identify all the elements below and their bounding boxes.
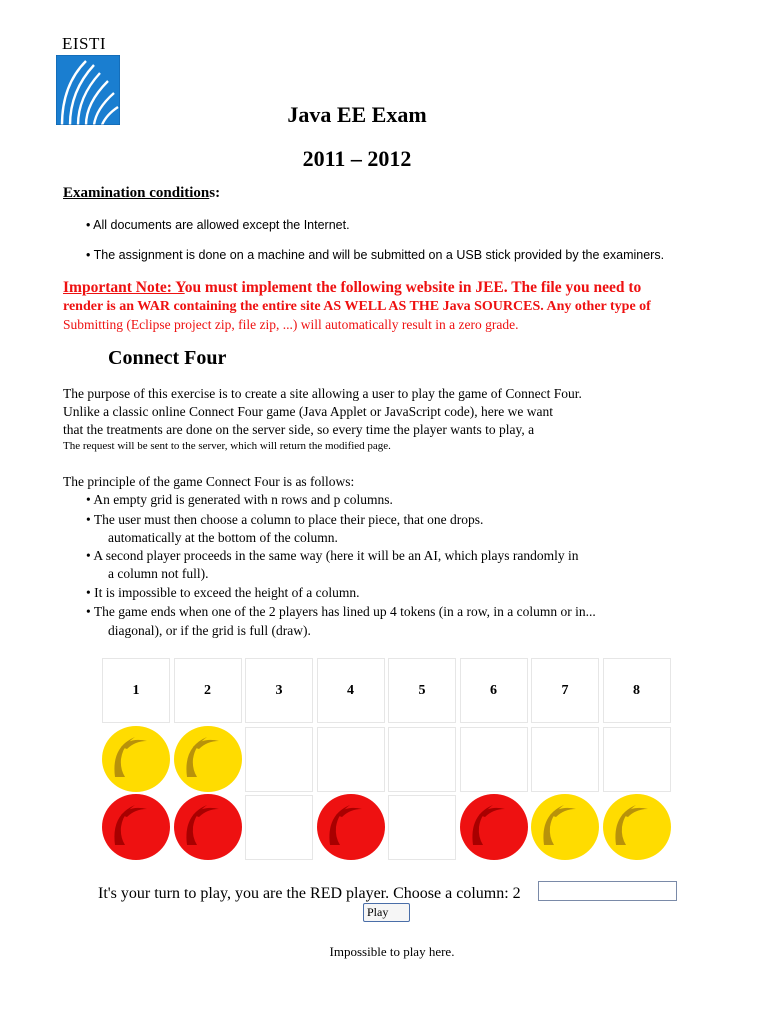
- column-header-6[interactable]: 6: [460, 658, 528, 723]
- column-header-4[interactable]: 4: [317, 658, 385, 723]
- board-cell-yellow: [531, 795, 599, 860]
- red-token-icon: [101, 793, 171, 861]
- rule-line: • The game ends when one of the 2 players has lined up 4 tokens (in a row, in a column or in...: [86, 604, 596, 619]
- rule-line: • An empty grid is generated with n rows and p columns.: [86, 492, 393, 507]
- rule-line: diagonal), or if the grid is full (draw).: [108, 623, 311, 638]
- exam-year: 2011 – 2012: [302, 146, 412, 171]
- board-cell-red: [102, 795, 170, 860]
- red-token-icon: [173, 793, 243, 861]
- column-input[interactable]: [538, 881, 677, 901]
- board-cell-yellow: [603, 795, 671, 860]
- section-title: Connect Four: [108, 347, 227, 369]
- column-header-8[interactable]: 8: [603, 658, 671, 723]
- column-header-1[interactable]: 1: [102, 658, 170, 723]
- turn-message: It's your turn to play, you are the RED player. Choose a column: 2: [98, 885, 521, 902]
- game-board: [102, 658, 674, 864]
- board-cell-yellow: [174, 727, 242, 792]
- yellow-token-icon: [530, 793, 600, 861]
- yellow-token-icon: [173, 725, 243, 793]
- board-cell-red: [460, 795, 528, 860]
- important-note-line1: [63, 279, 641, 297]
- board-cell-empty: [317, 727, 385, 792]
- board-cell-empty: [388, 795, 456, 860]
- conditions-heading-underlined: Examination condition: [63, 185, 210, 201]
- exam-title: Java EE Exam: [287, 102, 427, 127]
- important-note-text: ou must implement the following website in JEE. The file you need to: [184, 279, 642, 296]
- rule-line: • It is impossible to exceed the height of a column.: [86, 585, 360, 600]
- column-header-3[interactable]: 3: [245, 658, 313, 723]
- intro-line: that the treatments are done on the server side, so every time the player wants to play, a: [63, 422, 535, 437]
- principle-heading: The principle of the game Connect Four is as follows:: [63, 474, 355, 489]
- important-note-line2: render is an WAR containing the entire site AS WELL AS THE Java SOURCES. Any other type of: [63, 299, 651, 314]
- condition-item: • The assignment is done on a machine and will be submitted on a USB stick provided by the examiners.: [86, 248, 665, 262]
- column-header-5[interactable]: 5: [388, 658, 456, 723]
- intro-line: The purpose of this exercise is to create a site allowing a user to play the game of Connect Four.: [63, 386, 582, 401]
- board-cell-empty: [603, 727, 671, 792]
- rule-line: • A second player proceeds in the same way (here it will be an AI, which plays randomly in: [86, 548, 579, 563]
- important-note-label: Important Note: Y: [63, 279, 185, 296]
- red-token-icon: [459, 793, 529, 861]
- board-cell-empty: [245, 795, 313, 860]
- eisti-logo-text: EISTI: [62, 34, 107, 53]
- board-cell-yellow: [102, 727, 170, 792]
- board-cell-empty: [460, 727, 528, 792]
- rule-line: a column not full).: [108, 566, 209, 581]
- board-cell-empty: [388, 727, 456, 792]
- conditions-heading-rest: s:: [209, 185, 221, 201]
- important-note-line3: Submitting (Eclipse project zip, file zip, ...) will automatically result in a zero grade.: [63, 317, 519, 332]
- yellow-token-icon: [602, 793, 672, 861]
- rule-line: • The user must then choose a column to place their piece, that one drops.: [86, 512, 484, 527]
- intro-small-line: The request will be sent to the server, which will return the modified page.: [63, 440, 391, 452]
- yellow-token-icon: [101, 725, 171, 793]
- board-cell-red: [174, 795, 242, 860]
- board-cell-empty: [245, 727, 313, 792]
- board-cell-empty: [531, 727, 599, 792]
- status-message: Impossible to play here.: [329, 944, 455, 959]
- column-header-7[interactable]: 7: [531, 658, 599, 723]
- rule-line: automatically at the bottom of the column.: [108, 530, 338, 545]
- conditions-heading: [63, 185, 220, 202]
- intro-line: Unlike a classic online Connect Four game (Java Applet or JavaScript code), here we want: [63, 404, 553, 419]
- play-button[interactable]: Play: [363, 903, 410, 922]
- red-token-icon: [316, 793, 386, 861]
- condition-item: • All documents are allowed except the Internet.: [86, 218, 350, 232]
- board-cell-red: [317, 795, 385, 860]
- column-header-2[interactable]: 2: [174, 658, 242, 723]
